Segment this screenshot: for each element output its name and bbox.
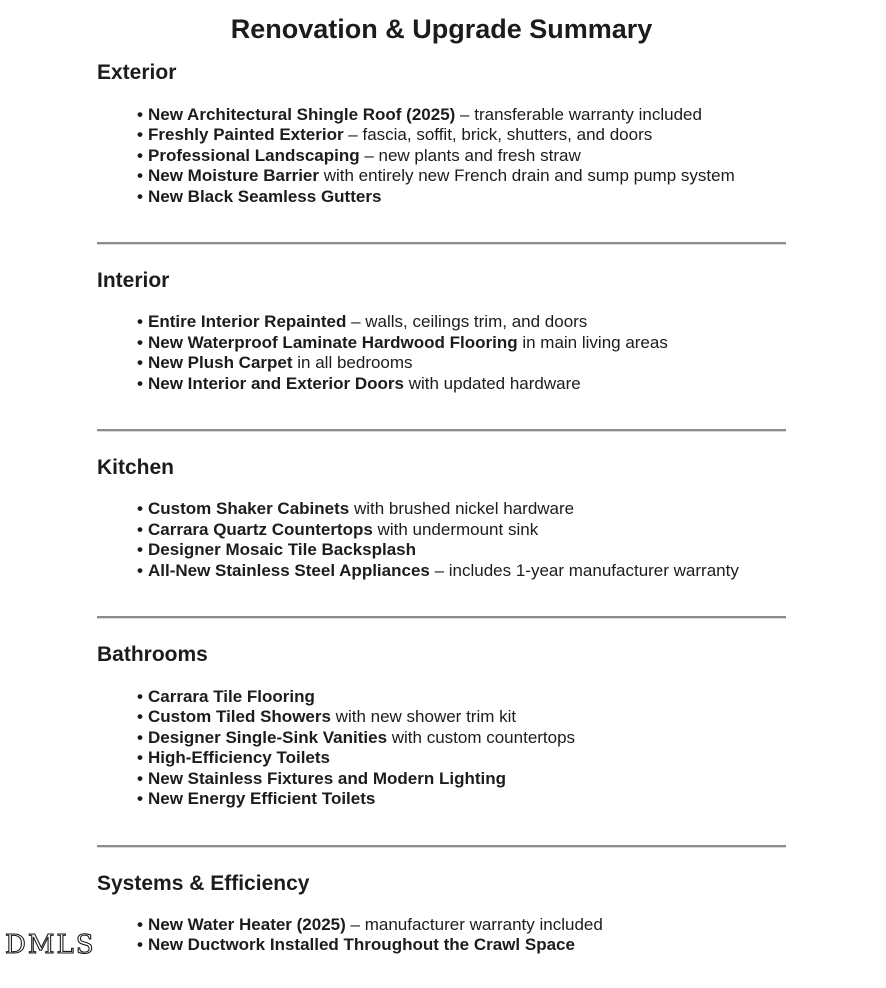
section-bathrooms [97, 642, 786, 809]
list-item [148, 789, 786, 810]
list-item [148, 187, 786, 208]
list-item [148, 374, 786, 395]
section-interior [97, 268, 786, 394]
mls-watermark-text: DMLS [5, 930, 96, 960]
item-lead: Freshly Painted Exterior [148, 125, 344, 145]
list-item [148, 499, 786, 520]
list-item [148, 748, 786, 769]
section-divider [97, 616, 786, 619]
item-lead: Carrara Quartz Countertops [148, 519, 373, 539]
item-detail: – walls, ceilings trim, and doors [346, 312, 588, 332]
list-item [148, 146, 786, 167]
bullet-list [97, 915, 786, 956]
item-detail: – manufacturer warranty included [345, 914, 603, 934]
list-item [148, 105, 786, 126]
list-item [148, 687, 786, 708]
list-item [148, 769, 786, 790]
section-kitchen [97, 455, 786, 581]
item-lead: New Ductwork Installed Throughout the Crawl Space [148, 935, 575, 955]
item-detail: in main living areas [517, 332, 668, 352]
section-divider [97, 845, 786, 848]
list-item [148, 915, 786, 936]
item-lead: Entire Interior Repainted [148, 312, 347, 332]
list-item [148, 561, 786, 582]
bullet-list [97, 687, 786, 810]
item-lead: Custom Shaker Cabinets [148, 499, 350, 519]
list-item [148, 540, 786, 561]
list-item [148, 166, 786, 187]
item-lead: All-New Stainless Steel Appliances [148, 560, 430, 580]
item-lead: Designer Mosaic Tile Backsplash [148, 540, 417, 560]
item-detail: with new shower trim kit [330, 707, 517, 727]
section-heading: Exterior [97, 61, 177, 85]
item-lead: New Waterproof Laminate Hardwood Flooring [148, 332, 518, 352]
bullet-list [97, 499, 786, 581]
list-item [148, 353, 786, 374]
section-exterior [97, 60, 786, 207]
item-detail: – includes 1-year manufacturer warranty [429, 560, 739, 580]
item-lead: Carrara Tile Flooring [148, 686, 315, 706]
item-detail: with custom countertops [387, 727, 576, 747]
list-item [148, 707, 786, 728]
item-detail: – transferable warranty included [455, 104, 702, 124]
item-lead: New Plush Carpet [148, 353, 293, 373]
list-item [148, 125, 786, 146]
item-lead: Designer Single-Sink Vanities [148, 727, 388, 747]
item-lead: High-Efficiency Toilets [148, 748, 330, 768]
item-detail: with brushed nickel hardware [349, 499, 575, 519]
section-divider [97, 242, 786, 245]
item-detail: with entirely new French drain and sump pump system [319, 166, 735, 186]
item-lead: Custom Tiled Showers [148, 707, 331, 727]
section-heading: Kitchen [97, 456, 175, 480]
item-lead: New Moisture Barrier [148, 166, 319, 186]
list-item [148, 312, 786, 333]
section-heading: Interior [97, 269, 170, 293]
section-systems-efficiency [97, 871, 786, 956]
list-item [148, 333, 786, 354]
item-detail: – fascia, soffit, brick, shutters, and doors [343, 125, 653, 145]
list-item [148, 728, 786, 749]
mls-watermark-graphic [2, 921, 112, 967]
item-lead: New Water Heater (2025) [148, 914, 346, 934]
item-lead: New Interior and Exterior Doors [148, 373, 404, 393]
list-item [148, 935, 786, 956]
bullet-list [97, 105, 786, 208]
item-detail: with undermount sink [372, 519, 539, 539]
bullet-list [97, 312, 786, 394]
list-item [148, 520, 786, 541]
item-lead: New Stainless Fixtures and Modern Lighting [148, 768, 506, 788]
item-lead: New Architectural Shingle Roof (2025) [148, 104, 456, 124]
item-detail: with updated hardware [404, 373, 581, 393]
section-heading: Systems & Efficiency [97, 871, 310, 895]
item-lead: New Energy Efficient Toilets [148, 789, 376, 809]
item-detail: in all bedrooms [292, 353, 413, 373]
section-heading: Bathrooms [97, 643, 208, 667]
item-lead: New Black Seamless Gutters [148, 186, 382, 206]
mls-watermark [2, 921, 112, 967]
section-divider [97, 429, 786, 432]
item-detail: – new plants and fresh straw [359, 145, 581, 165]
item-lead: Professional Landscaping [148, 145, 360, 165]
page-title: Renovation & Upgrade Summary [230, 14, 653, 44]
